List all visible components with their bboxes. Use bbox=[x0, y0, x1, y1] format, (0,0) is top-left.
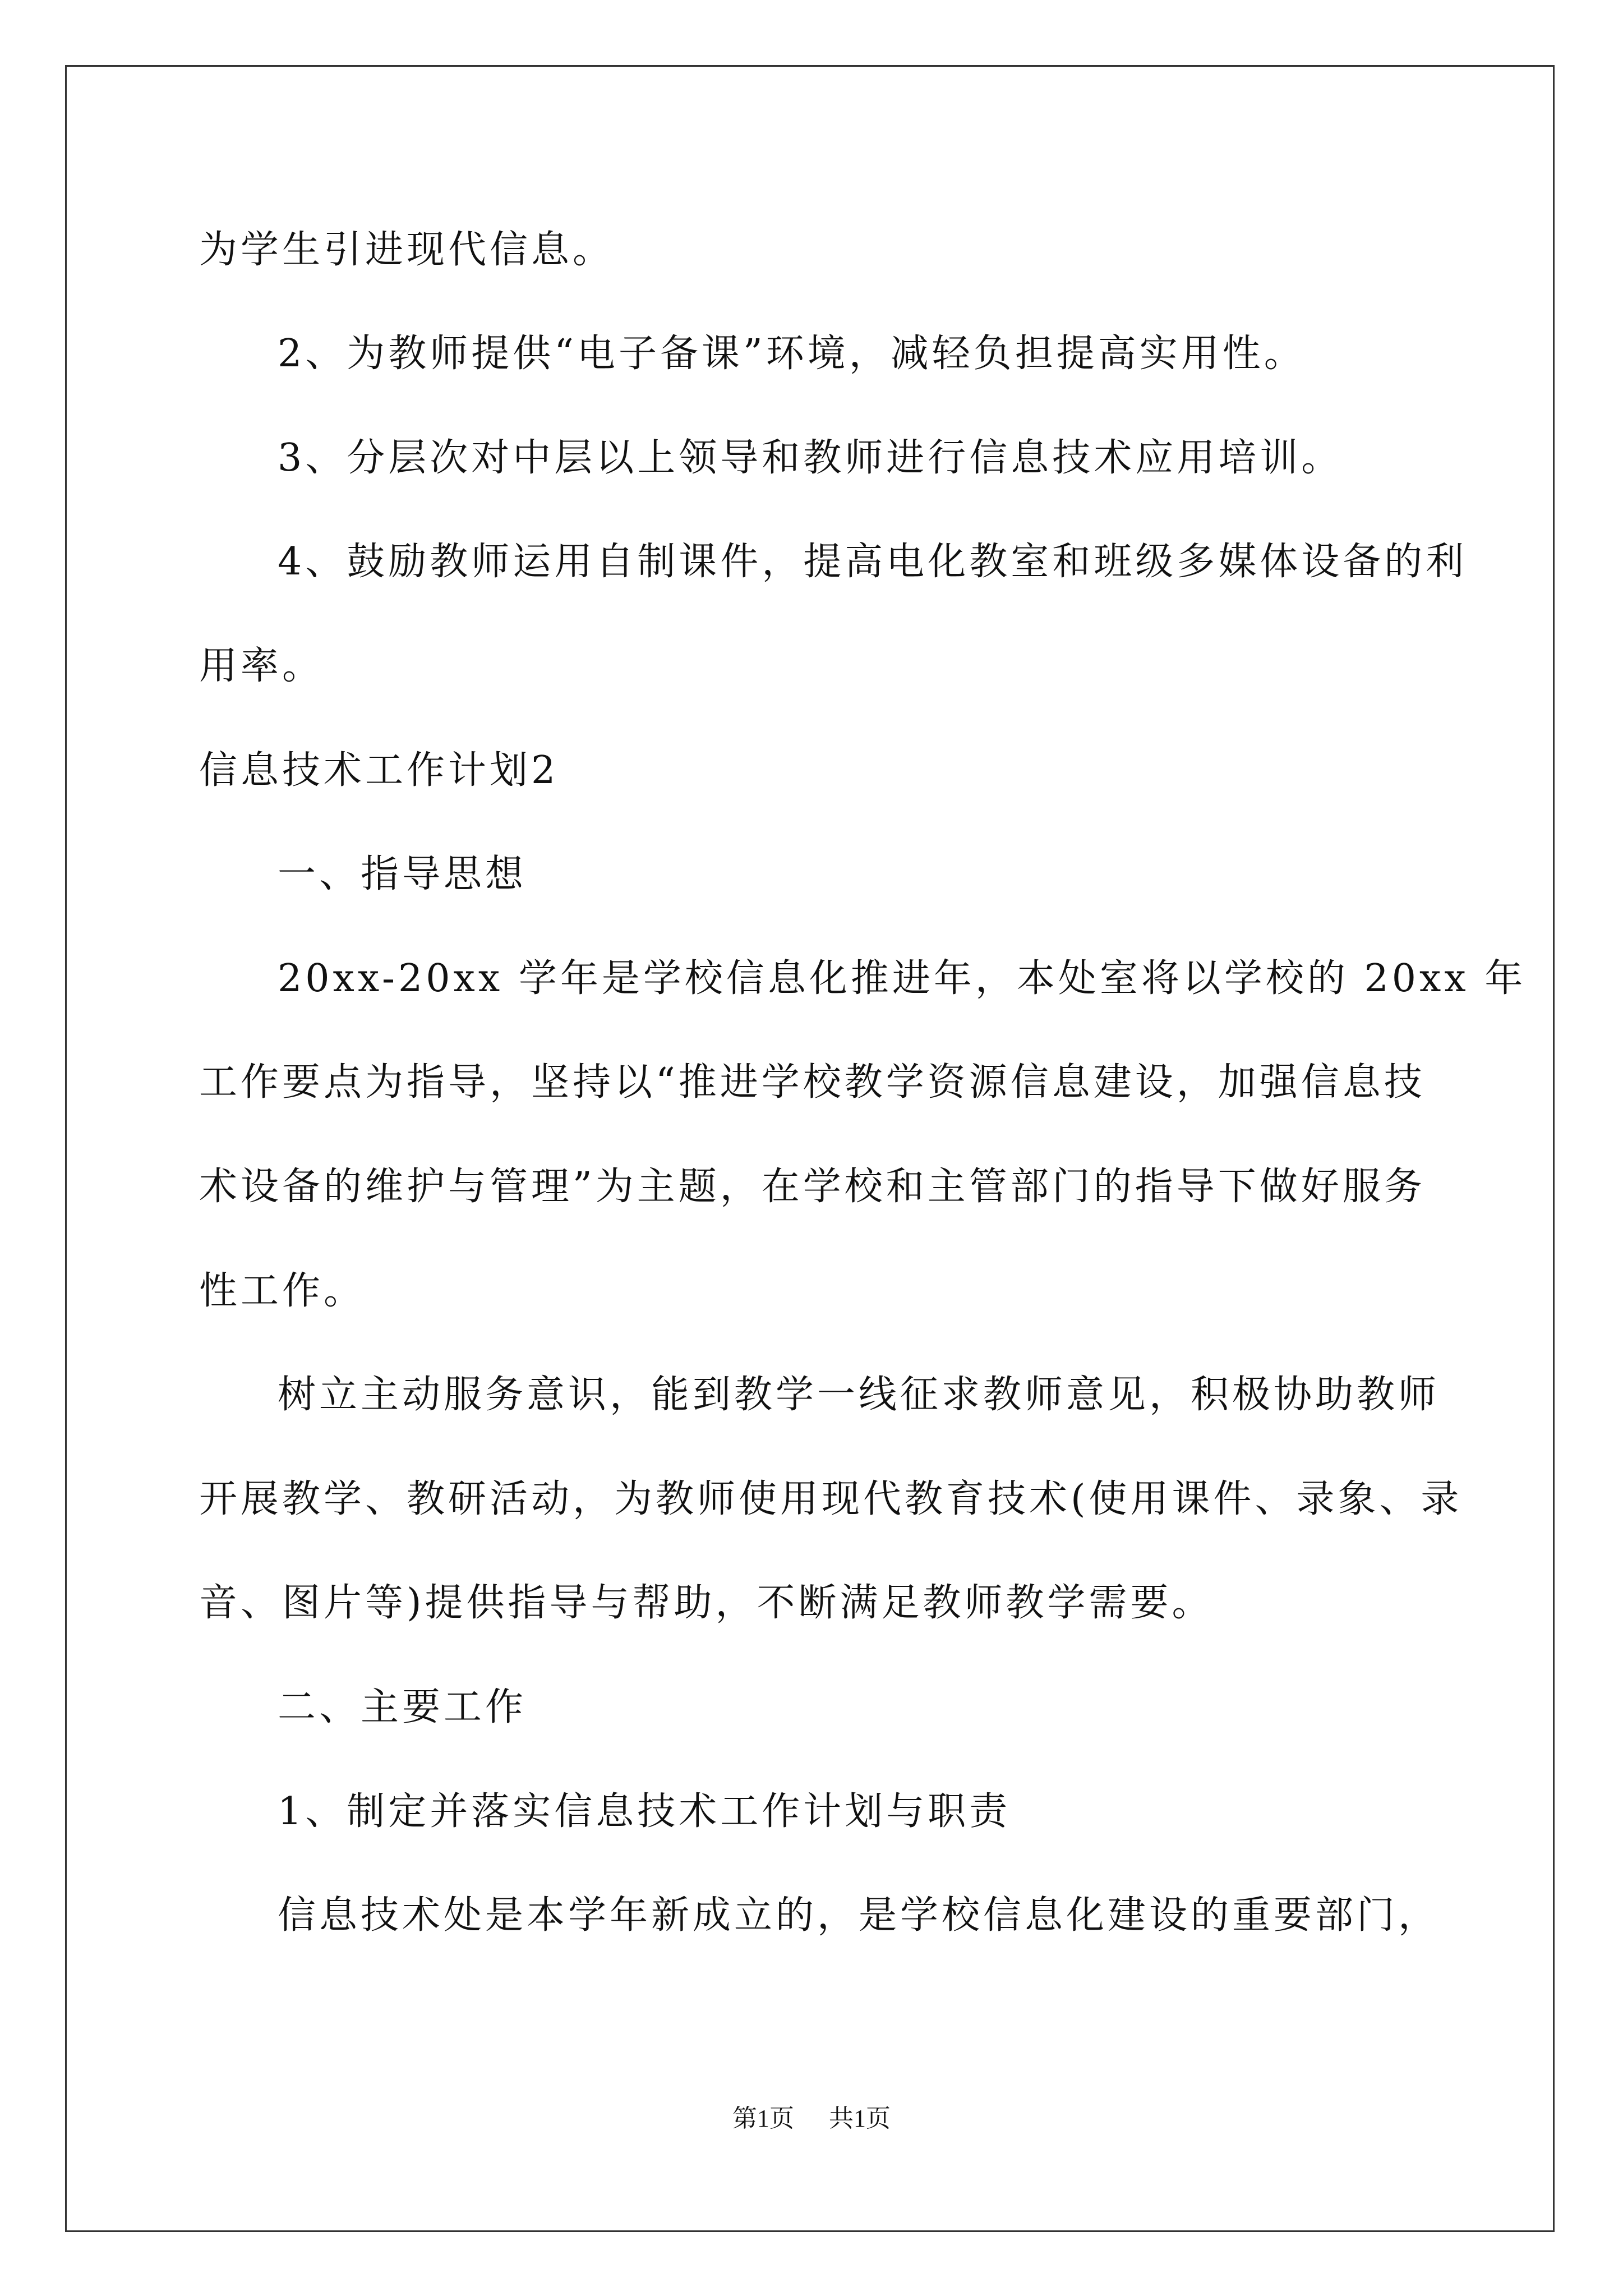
text-line: 开展教学、教研活动，为教师使用现代教育技术(使用课件、录象、录 bbox=[199, 1477, 1463, 1521]
page-number: 第1页 bbox=[732, 2105, 794, 2132]
text-line: 3、分层次对中层以上领导和教师进行信息技术应用培训。 bbox=[278, 436, 1343, 480]
text-line: 音、图片等)提供指导与帮助，不断满足教师教学需要。 bbox=[199, 1581, 1214, 1625]
text-line: 20xx-20xx 学年是学校信息化推进年，本处室将以学校的 20xx 年 bbox=[278, 956, 1527, 1001]
text-line: 性工作。 bbox=[199, 1269, 366, 1313]
text-line: 术设备的维护与管理”为主题，在学校和主管部门的指导下做好服务 bbox=[199, 1165, 1426, 1209]
text-line: 信息技术处是本学年新成立的，是学校信息化建设的重要部门， bbox=[278, 1893, 1440, 1938]
text-line: 2、为教师提供“电子备课”环境，减轻负担提高实用性。 bbox=[278, 332, 1306, 376]
page-total: 共1页 bbox=[829, 2105, 891, 2132]
text-line: 工作要点为指导，坚持以“推进学校教学资源信息建设，加强信息技 bbox=[199, 1060, 1426, 1105]
section-title: 信息技术工作计划2 bbox=[199, 748, 559, 793]
page-footer bbox=[0, 2098, 1623, 2134]
heading: 一、指导思想 bbox=[278, 852, 527, 896]
text-line: 1、制定并落实信息技术工作计划与职责 bbox=[278, 1789, 1011, 1834]
text-line: 为学生引进现代信息。 bbox=[199, 228, 615, 272]
heading: 二、主要工作 bbox=[278, 1685, 527, 1729]
text-line: 用率。 bbox=[199, 644, 324, 688]
text-line: 树立主动服务意识，能到教学一线征求教师意见，积极协助教师 bbox=[278, 1373, 1440, 1417]
text-line: 4、鼓励教师运用自制课件，提高电化教室和班级多媒体设备的利 bbox=[278, 540, 1468, 584]
